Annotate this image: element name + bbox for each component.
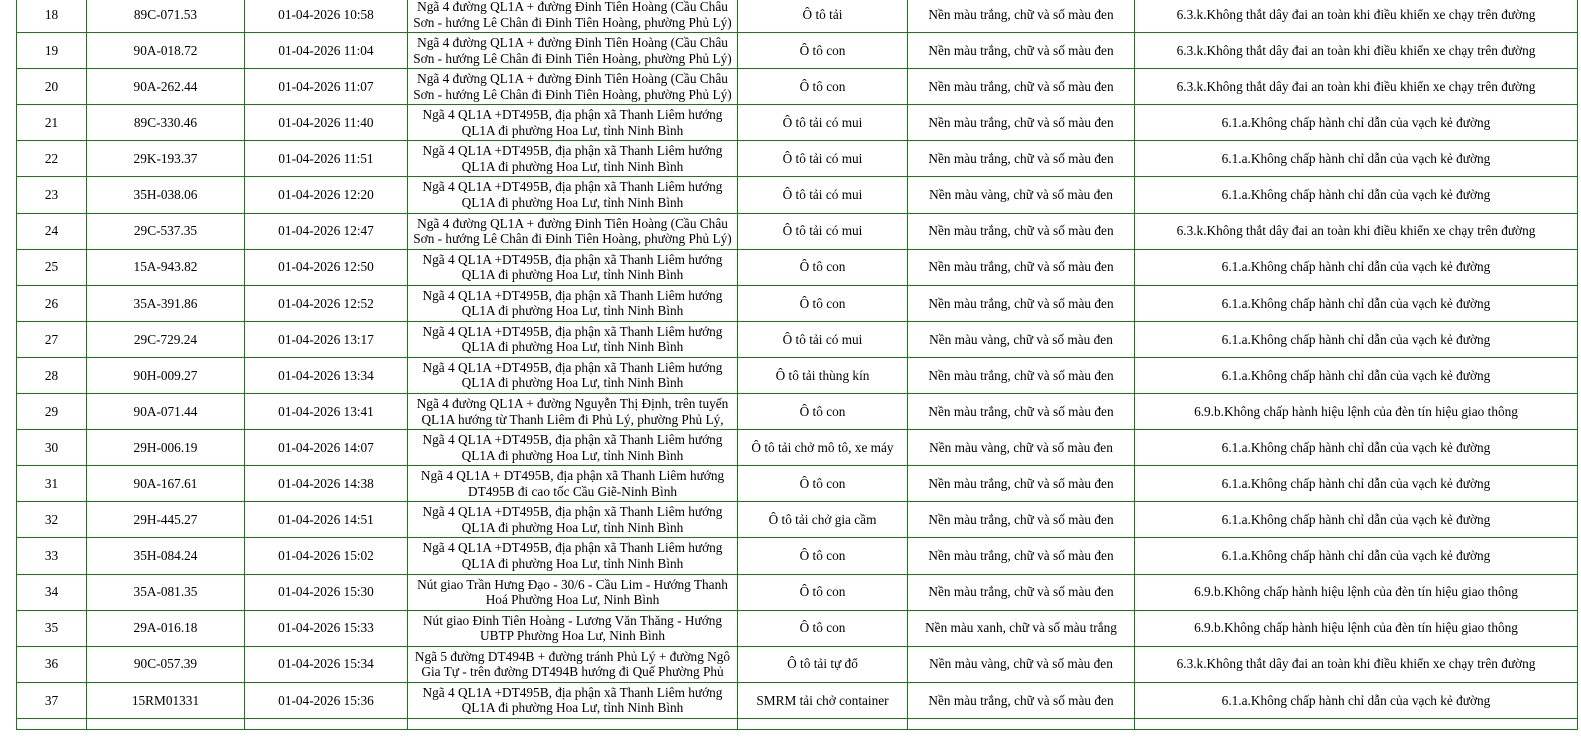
table-row — [17, 538, 1578, 574]
cell-place: Ngã 4 QL1A +DT495B, địa phận xã Thanh Liêm hướng QL1A đi phường Hoa Lư, tỉnh Ninh Bình — [408, 141, 738, 177]
cell-type: Ô tô tải có mui — [738, 105, 908, 141]
table-row — [17, 177, 1578, 213]
cell-type: Ô tô tải chở mô tô, xe máy — [738, 430, 908, 466]
cell-stt: 36 — [17, 646, 87, 682]
cell-place: Ngã 4 QL1A +DT495B, địa phận xã Thanh Liêm hướng QL1A đi phường Hoa Lư, tỉnh Ninh Bình — [408, 502, 738, 538]
cell-stt: 20 — [17, 69, 87, 105]
cell-type: Ô tô con — [738, 33, 908, 69]
cell-time: 01-04-2026 11:04 — [245, 33, 408, 69]
table-row — [17, 69, 1578, 105]
table-row — [17, 466, 1578, 502]
cell-time: 01-04-2026 12:52 — [245, 285, 408, 321]
cell-time: 01-04-2026 15:36 — [245, 682, 408, 718]
cell-stt: 34 — [17, 574, 87, 610]
cell-time: 01-04-2026 14:07 — [245, 430, 408, 466]
cell-place: Ngã 4 QL1A + DT495B, địa phận xã Thanh Liêm hướng DT495B đi cao tốc Cầu Giẽ-Ninh Bình — [408, 466, 738, 502]
cell-plateinfo: Nền màu trắng, chữ và số màu đen — [908, 69, 1135, 105]
cell-stt: 22 — [17, 141, 87, 177]
cell-place: Ngã 4 đường QL1A + đường Nguyễn Thị Định, trên tuyến QL1A hướng từ Thanh Liêm đi Phủ Lý, phường Phủ Lý, — [408, 394, 738, 430]
violations-table-body — [17, 0, 1578, 729]
cell-stt: 29 — [17, 394, 87, 430]
cell-plate: 29C-729.24 — [87, 321, 245, 357]
cell-behav: 6.1.a.Không chấp hành chỉ dẫn của vạch kẻ đường — [1135, 682, 1578, 718]
table-row — [17, 394, 1578, 430]
cell-plateinfo: Nền màu trắng, chữ và số màu đen — [908, 105, 1135, 141]
cell-stt: 23 — [17, 177, 87, 213]
cell-stt: 35 — [17, 610, 87, 646]
cell-behav: 6.3.k.Không thắt dây đai an toàn khi điều khiển xe chạy trên đường — [1135, 69, 1578, 105]
cell-plate: 90H-009.27 — [87, 357, 245, 393]
cell-behav: 6.1.a.Không chấp hành chỉ dẫn của vạch kẻ đường — [1135, 177, 1578, 213]
cell-plateinfo: Nền màu trắng, chữ và số màu đen — [908, 0, 1135, 33]
cell-place: Ngã 4 QL1A +DT495B, địa phận xã Thanh Liêm hướng QL1A đi phường Hoa Lư, tỉnh Ninh Bình — [408, 285, 738, 321]
table-row — [17, 502, 1578, 538]
cell-plateinfo: Nền màu vàng, chữ và số màu đen — [908, 430, 1135, 466]
cell-time: 01-04-2026 13:41 — [245, 394, 408, 430]
cell-plateinfo: Nền màu trắng, chữ và số màu đen — [908, 502, 1135, 538]
cell-behav: 6.1.a.Không chấp hành chỉ dẫn của vạch kẻ đường — [1135, 502, 1578, 538]
cell-type: Ô tô tải chở gia cầm — [738, 502, 908, 538]
cell-behav: 6.1.a.Không chấp hành chỉ dẫn của vạch kẻ đường — [1135, 321, 1578, 357]
table-row — [17, 574, 1578, 610]
cell-plate: 29H-006.19 — [87, 430, 245, 466]
cell-plateinfo — [908, 718, 1135, 729]
cell-type: Ô tô con — [738, 466, 908, 502]
table-row — [17, 105, 1578, 141]
table-row — [17, 213, 1578, 249]
cell-stt: 33 — [17, 538, 87, 574]
cell-time: 01-04-2026 15:30 — [245, 574, 408, 610]
table-row — [17, 0, 1578, 33]
cell-behav: 6.9.b.Không chấp hành hiệu lệnh của đèn tín hiệu giao thông — [1135, 610, 1578, 646]
cell-plate: 29H-445.27 — [87, 502, 245, 538]
cell-behav — [1135, 718, 1578, 729]
cell-time: 01-04-2026 10:58 — [245, 0, 408, 33]
cell-stt: 25 — [17, 249, 87, 285]
cell-plateinfo: Nền màu trắng, chữ và số màu đen — [908, 682, 1135, 718]
cell-plateinfo: Nền màu vàng, chữ và số màu đen — [908, 646, 1135, 682]
table-row — [17, 33, 1578, 69]
violations-table — [16, 0, 1578, 730]
cell-place: Ngã 4 QL1A +DT495B, địa phận xã Thanh Liêm hướng QL1A đi phường Hoa Lư, tỉnh Ninh Bình — [408, 538, 738, 574]
cell-type: Ô tô con — [738, 538, 908, 574]
cell-time: 01-04-2026 14:38 — [245, 466, 408, 502]
cell-plate — [87, 718, 245, 729]
cell-stt: 31 — [17, 466, 87, 502]
cell-plateinfo: Nền màu xanh, chữ và số màu trắng — [908, 610, 1135, 646]
cell-time: 01-04-2026 11:51 — [245, 141, 408, 177]
cell-plateinfo: Nền màu trắng, chữ và số màu đen — [908, 394, 1135, 430]
table-row — [17, 646, 1578, 682]
cell-plate: 90A-167.61 — [87, 466, 245, 502]
cell-plateinfo: Nền màu vàng, chữ và số màu đen — [908, 177, 1135, 213]
table-row — [17, 357, 1578, 393]
cell-plate: 35A-081.35 — [87, 574, 245, 610]
table-row — [17, 285, 1578, 321]
cell-plateinfo: Nền màu trắng, chữ và số màu đen — [908, 538, 1135, 574]
cell-type: Ô tô con — [738, 574, 908, 610]
cell-plateinfo: Nền màu trắng, chữ và số màu đen — [908, 285, 1135, 321]
cell-type: Ô tô con — [738, 69, 908, 105]
cell-behav: 6.1.a.Không chấp hành chỉ dẫn của vạch kẻ đường — [1135, 249, 1578, 285]
cell-plateinfo: Nền màu trắng, chữ và số màu đen — [908, 466, 1135, 502]
cell-time: 01-04-2026 15:02 — [245, 538, 408, 574]
cell-time: 01-04-2026 12:20 — [245, 177, 408, 213]
cell-type: Ô tô con — [738, 394, 908, 430]
cell-place: Ngã 4 QL1A +DT495B, địa phận xã Thanh Liêm hướng QL1A đi phường Hoa Lư, tỉnh Ninh Bình — [408, 177, 738, 213]
cell-stt: 19 — [17, 33, 87, 69]
cell-behav: 6.3.k.Không thắt dây đai an toàn khi điều khiển xe chạy trên đường — [1135, 646, 1578, 682]
cell-type: Ô tô tải có mui — [738, 213, 908, 249]
cell-stt: 37 — [17, 682, 87, 718]
cell-plate: 90A-071.44 — [87, 394, 245, 430]
cell-place: Ngã 4 đường QL1A + đường Đinh Tiên Hoàng (Cầu Châu Sơn - hướng Lê Chân đi Đinh Tiên Hoàng, phường Phủ Lý) — [408, 0, 738, 33]
cell-plate: 90A-262.44 — [87, 69, 245, 105]
cell-plateinfo: Nền màu trắng, chữ và số màu đen — [908, 141, 1135, 177]
cell-plate: 35H-084.24 — [87, 538, 245, 574]
cell-behav: 6.1.a.Không chấp hành chỉ dẫn của vạch kẻ đường — [1135, 105, 1578, 141]
cell-plateinfo: Nền màu trắng, chữ và số màu đen — [908, 213, 1135, 249]
cell-stt — [17, 718, 87, 729]
cell-behav: 6.1.a.Không chấp hành chỉ dẫn của vạch kẻ đường — [1135, 141, 1578, 177]
cell-type: Ô tô con — [738, 249, 908, 285]
cell-behav: 6.3.k.Không thắt dây đai an toàn khi điều khiển xe chạy trên đường — [1135, 33, 1578, 69]
cell-stt: 30 — [17, 430, 87, 466]
cell-time: 01-04-2026 14:51 — [245, 502, 408, 538]
cell-place: Ngã 4 QL1A +DT495B, địa phận xã Thanh Liêm hướng QL1A đi phường Hoa Lư, tỉnh Ninh Bình — [408, 357, 738, 393]
cell-behav: 6.1.a.Không chấp hành chỉ dẫn của vạch kẻ đường — [1135, 430, 1578, 466]
cell-place: Ngã 4 QL1A +DT495B, địa phận xã Thanh Liêm hướng QL1A đi phường Hoa Lư, tỉnh Ninh Bình — [408, 249, 738, 285]
cell-stt: 27 — [17, 321, 87, 357]
cell-place: Nút giao Trần Hưng Đạo - 30/6 - Cầu Lim - Hướng Thanh Hoá Phường Hoa Lư, Ninh Bình — [408, 574, 738, 610]
cell-place: Ngã 4 QL1A +DT495B, địa phận xã Thanh Liêm hướng QL1A đi phường Hoa Lư, tỉnh Ninh Bình — [408, 682, 738, 718]
cell-stt: 21 — [17, 105, 87, 141]
cell-behav: 6.3.k.Không thắt dây đai an toàn khi điều khiển xe chạy trên đường — [1135, 213, 1578, 249]
cell-time: 01-04-2026 13:17 — [245, 321, 408, 357]
cell-type — [738, 718, 908, 729]
cell-behav: 6.1.a.Không chấp hành chỉ dẫn của vạch kẻ đường — [1135, 357, 1578, 393]
cell-type: Ô tô tải — [738, 0, 908, 33]
cell-type: Ô tô con — [738, 285, 908, 321]
cell-plate: 90C-057.39 — [87, 646, 245, 682]
cell-time: 01-04-2026 11:07 — [245, 69, 408, 105]
cell-place: Ngã 4 đường QL1A + đường Đinh Tiên Hoàng (Cầu Châu Sơn - hướng Lê Chân đi Đinh Tiên Hoàng, phường Phủ Lý) — [408, 213, 738, 249]
cell-place: Ngã 4 đường QL1A + đường Đinh Tiên Hoàng (Cầu Châu Sơn - hướng Lê Chân đi Đinh Tiên Hoàng, phường Phủ Lý) — [408, 33, 738, 69]
cell-behav: 6.1.a.Không chấp hành chỉ dẫn của vạch kẻ đường — [1135, 466, 1578, 502]
cell-stt: 24 — [17, 213, 87, 249]
cell-plate: 15A-943.82 — [87, 249, 245, 285]
cell-time: 01-04-2026 12:50 — [245, 249, 408, 285]
cell-time: 01-04-2026 15:33 — [245, 610, 408, 646]
cell-plate: 35H-038.06 — [87, 177, 245, 213]
cell-place: Ngã 4 QL1A +DT495B, địa phận xã Thanh Liêm hướng QL1A đi phường Hoa Lư, tỉnh Ninh Bình — [408, 430, 738, 466]
cell-stt: 28 — [17, 357, 87, 393]
cell-plate: 89C-330.46 — [87, 105, 245, 141]
cell-plateinfo: Nền màu trắng, chữ và số màu đen — [908, 357, 1135, 393]
cell-plateinfo: Nền màu vàng, chữ và số màu đen — [908, 321, 1135, 357]
cell-plate: 35A-391.86 — [87, 285, 245, 321]
cell-place: Ngã 4 đường QL1A + đường Đinh Tiên Hoàng (Cầu Châu Sơn - hướng Lê Chân đi Đinh Tiên Hoàng, phường Phủ Lý) — [408, 69, 738, 105]
cell-behav: 6.1.a.Không chấp hành chỉ dẫn của vạch kẻ đường — [1135, 285, 1578, 321]
table-row — [17, 682, 1578, 718]
cell-type: Ô tô tải có mui — [738, 177, 908, 213]
table-row — [17, 249, 1578, 285]
cell-stt: 26 — [17, 285, 87, 321]
cell-behav: 6.9.b.Không chấp hành hiệu lệnh của đèn tín hiệu giao thông — [1135, 574, 1578, 610]
cell-type: Ô tô tải tự đổ — [738, 646, 908, 682]
cell-time: 01-04-2026 13:34 — [245, 357, 408, 393]
cell-plate: 89C-071.53 — [87, 0, 245, 33]
cell-plateinfo: Nền màu trắng, chữ và số màu đen — [908, 33, 1135, 69]
table-row — [17, 141, 1578, 177]
cell-plate: 29A-016.18 — [87, 610, 245, 646]
cell-type: Ô tô tải có mui — [738, 321, 908, 357]
cell-time — [245, 718, 408, 729]
cell-plate: 29K-193.37 — [87, 141, 245, 177]
cell-time: 01-04-2026 11:40 — [245, 105, 408, 141]
cell-type: Ô tô tải thùng kín — [738, 357, 908, 393]
cell-time: 01-04-2026 15:34 — [245, 646, 408, 682]
cell-place: Ngã 4 QL1A +DT495B, địa phận xã Thanh Liêm hướng QL1A đi phường Hoa Lư, tỉnh Ninh Bình — [408, 321, 738, 357]
cell-plateinfo: Nền màu trắng, chữ và số màu đen — [908, 249, 1135, 285]
table-row-partial-bottom — [17, 718, 1578, 729]
table-row — [17, 430, 1578, 466]
cell-type: Ô tô tải có mui — [738, 141, 908, 177]
cell-stt: 18 — [17, 0, 87, 33]
cell-behav: 6.3.k.Không thắt dây đai an toàn khi điều khiển xe chạy trên đường — [1135, 0, 1578, 33]
cell-behav: 6.9.b.Không chấp hành hiệu lệnh của đèn tín hiệu giao thông — [1135, 394, 1578, 430]
cell-type: Ô tô con — [738, 610, 908, 646]
table-row — [17, 321, 1578, 357]
cell-place: Ngã 5 đường DT494B + đường tránh Phủ Lý + đường Ngô Gia Tự - trên đường DT494B hướng đi Quế Phường Phủ — [408, 646, 738, 682]
cell-place — [408, 718, 738, 729]
cell-plate: 15RM01331 — [87, 682, 245, 718]
cell-stt: 32 — [17, 502, 87, 538]
cell-plate: 90A-018.72 — [87, 33, 245, 69]
cell-plateinfo: Nền màu trắng, chữ và số màu đen — [908, 574, 1135, 610]
cell-place: Nút giao Đinh Tiên Hoàng - Lương Văn Thăng - Hướng UBTP Phường Hoa Lư, Ninh Bình — [408, 610, 738, 646]
table-row — [17, 610, 1578, 646]
cell-plate: 29C-537.35 — [87, 213, 245, 249]
cell-type: SMRM tải chở container — [738, 682, 908, 718]
cell-behav: 6.1.a.Không chấp hành chỉ dẫn của vạch kẻ đường — [1135, 538, 1578, 574]
cell-place: Ngã 4 QL1A +DT495B, địa phận xã Thanh Liêm hướng QL1A đi phường Hoa Lư, tỉnh Ninh Bình — [408, 105, 738, 141]
cell-time: 01-04-2026 12:47 — [245, 213, 408, 249]
